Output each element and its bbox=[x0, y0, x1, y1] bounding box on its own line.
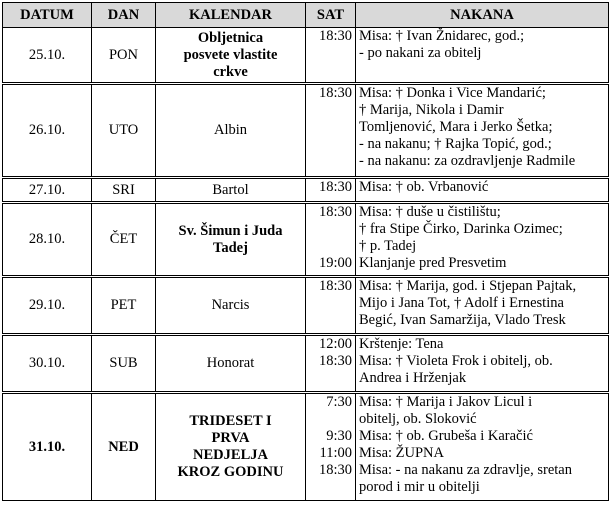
intention-line: Misa: † Ivan Žnidarec, god.; bbox=[359, 28, 525, 44]
calendar-line: Bartol bbox=[212, 181, 249, 198]
intention-line: Misa: † Marija, god. i Stjepan Pajtak, bbox=[359, 278, 577, 294]
time-line: 12:00 bbox=[318, 336, 352, 352]
intention-line: obitelj, ob. Sloković bbox=[359, 411, 477, 427]
intention-line: † fra Stipe Čirko, Darinka Ozimec; bbox=[359, 221, 563, 237]
intention-line: Andrea i Hrženjak bbox=[359, 370, 467, 386]
intention-cell bbox=[356, 203, 609, 277]
intention-line: † p. Tadej bbox=[359, 238, 417, 254]
intention-line: Krštenje: Tena bbox=[359, 336, 444, 352]
intention-line: Klanjanje pred Presvetim bbox=[359, 255, 507, 271]
calendar-cell bbox=[156, 178, 306, 203]
table-row bbox=[3, 28, 609, 84]
date-cell: 27.10. bbox=[3, 178, 92, 203]
calendar-cell bbox=[156, 277, 306, 335]
table-row bbox=[3, 203, 609, 277]
header-kalendar: KALENDAR bbox=[156, 3, 306, 28]
intention-line: Misa: † ob. Vrbanović bbox=[359, 179, 489, 195]
intention-line: porod i mir u obitelji bbox=[359, 479, 480, 495]
time-cell bbox=[306, 84, 356, 178]
calendar-cell bbox=[156, 393, 306, 501]
time-cell bbox=[306, 335, 356, 393]
day-cell: PON bbox=[92, 28, 156, 84]
time-line: 18:30 bbox=[318, 28, 352, 44]
intention-line: Misa: - na nakanu za zdravlje, sretan bbox=[359, 462, 572, 478]
time-cell bbox=[306, 28, 356, 84]
time-cell bbox=[306, 178, 356, 203]
intention-cell bbox=[356, 84, 609, 178]
intention-line: Misa: † Marija i Jakov Licul i bbox=[359, 394, 533, 410]
day-cell: NED bbox=[92, 393, 156, 501]
date-cell: 25.10. bbox=[3, 28, 92, 84]
header-sat: SAT bbox=[306, 3, 356, 28]
time-line: 11:00 bbox=[319, 445, 352, 461]
intention-line: Misa: ŽUPNA bbox=[359, 445, 444, 461]
intention-line: Misa: † duše u čistilištu; bbox=[359, 204, 501, 220]
table-row bbox=[3, 178, 609, 203]
calendar-line: KROZ GODINU bbox=[177, 464, 284, 480]
time-line: 18:30 bbox=[318, 204, 352, 220]
time-line: 9:30 bbox=[326, 428, 352, 444]
header-nakana: NAKANA bbox=[356, 3, 609, 28]
table-row bbox=[3, 335, 609, 393]
intention-line: Misa: † ob. Grubeša i Karačić bbox=[359, 428, 533, 444]
calendar-cell bbox=[156, 28, 306, 84]
calendar-line: Sv. Šimun i Juda bbox=[178, 222, 283, 239]
time-line: 18:30 bbox=[318, 85, 352, 101]
intention-line: Misa: † Donka i Vice Mandarić; bbox=[359, 85, 546, 101]
calendar-line: crkve bbox=[213, 63, 248, 80]
calendar-line: NEDJELJA bbox=[193, 447, 268, 463]
day-cell: UTO bbox=[92, 84, 156, 178]
calendar-line: Albin bbox=[213, 122, 248, 138]
mass-schedule-table bbox=[2, 2, 609, 501]
time-line: 18:30 bbox=[318, 353, 352, 369]
calendar-line: Narcis bbox=[211, 297, 250, 313]
date-cell: 28.10. bbox=[3, 203, 92, 277]
day-cell: SRI bbox=[92, 178, 156, 203]
date-cell: 29.10. bbox=[3, 277, 92, 335]
time-cell bbox=[306, 277, 356, 335]
calendar-line: Obljetnica bbox=[197, 29, 264, 46]
table-row bbox=[3, 277, 609, 335]
intention-line: † Marija, Nikola i Damir bbox=[359, 102, 504, 118]
header-dan: DAN bbox=[92, 3, 156, 28]
day-cell: PET bbox=[92, 277, 156, 335]
intention-line: Misa: † Violeta Frok i obitelj, ob. bbox=[359, 353, 553, 369]
intention-line: - po nakani za obitelj bbox=[359, 45, 482, 61]
header-row bbox=[3, 3, 609, 28]
calendar-line: posvete vlastite bbox=[183, 46, 278, 63]
intention-line: Tomljenović, Mara i Jerko Šetka; bbox=[359, 119, 553, 135]
time-line: 18:30 bbox=[318, 278, 352, 294]
calendar-line: Honorat bbox=[206, 355, 255, 371]
table-row bbox=[3, 393, 609, 501]
intention-line: - na nakanu: za ozdravljenje Radmile bbox=[359, 153, 576, 169]
intention-line: Mijo i Jana Tot, † Adolf i Ernestina bbox=[359, 295, 564, 311]
time-line: 18:30 bbox=[318, 179, 352, 195]
intention-cell bbox=[356, 178, 609, 203]
date-cell: 30.10. bbox=[3, 335, 92, 393]
intention-line: - na nakanu; † Rajka Topić, god.; bbox=[359, 136, 552, 152]
time-line: 7:30 bbox=[326, 394, 352, 410]
intention-cell bbox=[356, 277, 609, 335]
calendar-cell bbox=[156, 84, 306, 178]
day-cell: ČET bbox=[92, 203, 156, 277]
calendar-line: PRVA bbox=[211, 430, 250, 446]
table-row bbox=[3, 84, 609, 178]
time-cell bbox=[306, 393, 356, 501]
calendar-line: TRIDESET I bbox=[189, 413, 272, 429]
intention-cell bbox=[356, 335, 609, 393]
time-line: 18:30 bbox=[318, 462, 352, 478]
intention-line: Begić, Ivan Samaržija, Vlado Tresk bbox=[359, 312, 566, 328]
date-cell: 26.10. bbox=[3, 84, 92, 178]
header-datum: DATUM bbox=[3, 3, 92, 28]
time-cell bbox=[306, 203, 356, 277]
time-line: 19:00 bbox=[318, 255, 352, 271]
day-cell: SUB bbox=[92, 335, 156, 393]
calendar-cell bbox=[156, 203, 306, 277]
calendar-line: Tadej bbox=[213, 239, 248, 256]
date-cell: 31.10. bbox=[3, 393, 92, 501]
intention-cell bbox=[356, 28, 609, 84]
intention-cell bbox=[356, 393, 609, 501]
calendar-cell bbox=[156, 335, 306, 393]
